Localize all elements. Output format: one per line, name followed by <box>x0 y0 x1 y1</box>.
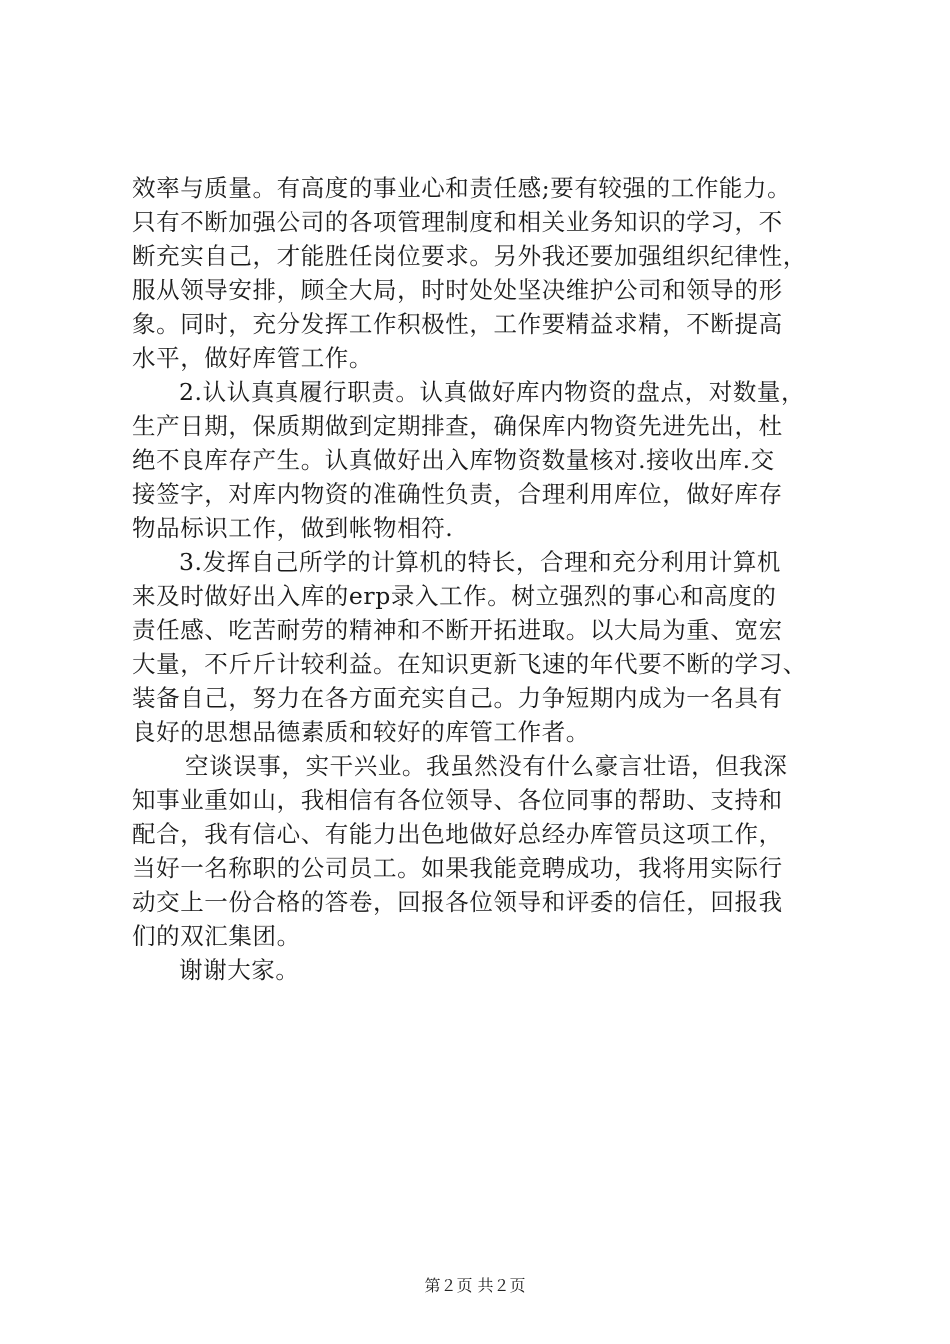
text-line: 断充实自己，才能胜任岗位要求。另外我还要加强组织纪律性， <box>132 242 807 270</box>
text-line: 接签字，对库内物资的准确性负责，合理利用库位，做好库存 <box>132 480 783 508</box>
text-line: 象。同时，充分发挥工作积极性，工作要精益求精，不断提高 <box>132 310 783 338</box>
text-line: 水平，做好库管工作。 <box>132 344 373 372</box>
text-line: 3.发挥自己所学的计算机的特长，合理和充分利用计算机 <box>179 548 782 576</box>
text-line: 当好一名称职的公司员工。如果我能竞聘成功，我将用实际行 <box>132 854 783 882</box>
text-line: 装备自己，努力在各方面充实自己。力争短期内成为一名具有 <box>132 684 783 712</box>
text-line: 服从领导安排，顾全大局，时时处处坚决维护公司和领导的形 <box>132 276 783 304</box>
text-line: 物品标识工作，做到帐物相符. <box>132 514 454 542</box>
text-line: 效率与质量。有高度的事业心和责任感;要有较强的工作能力。 <box>132 174 792 202</box>
text-line: 空谈误事，实干兴业。我虽然没有什么豪言壮语，但我深 <box>185 752 788 780</box>
text-line: 们的双汇集团。 <box>132 922 301 950</box>
text-line: 配合，我有信心、有能力出色地做好总经办库管员这项工作， <box>132 820 783 848</box>
body-text <box>132 171 832 987</box>
text-line: 谢谢大家。 <box>179 956 300 984</box>
text-line: 大量，不斤斤计较利益。在知识更新飞速的年代要不断的学习、 <box>132 650 807 678</box>
text-line: 绝不良库存产生。认真做好出入库物资数量核对.接收出库.交 <box>132 446 775 474</box>
text-line: 只有不断加强公司的各项管理制度和相关业务知识的学习，不 <box>132 208 783 236</box>
text-line: 良好的思想品德素质和较好的库管工作者。 <box>132 718 590 746</box>
text-line: 动交上一份合格的答卷，回报各位领导和评委的信任，回报我 <box>132 888 783 916</box>
text-line: 生产日期，保质期做到定期排查，确保库内物资先进先出，杜 <box>132 412 783 440</box>
text-line: 来及时做好出入库的erp录入工作。树立强烈的事心和高度的 <box>132 582 777 610</box>
page-footer: 第２页 共２页 <box>424 1276 526 1295</box>
text-line: 知事业重如山，我相信有各位领导、各位同事的帮助、支持和 <box>132 786 783 814</box>
text-line: 责任感、吃苦耐劳的精神和不断开拓进取。以大局为重、宽宏 <box>132 616 783 644</box>
text-line: 2.认认真真履行职责。认真做好库内物资的盘点，对数量， <box>179 378 806 406</box>
